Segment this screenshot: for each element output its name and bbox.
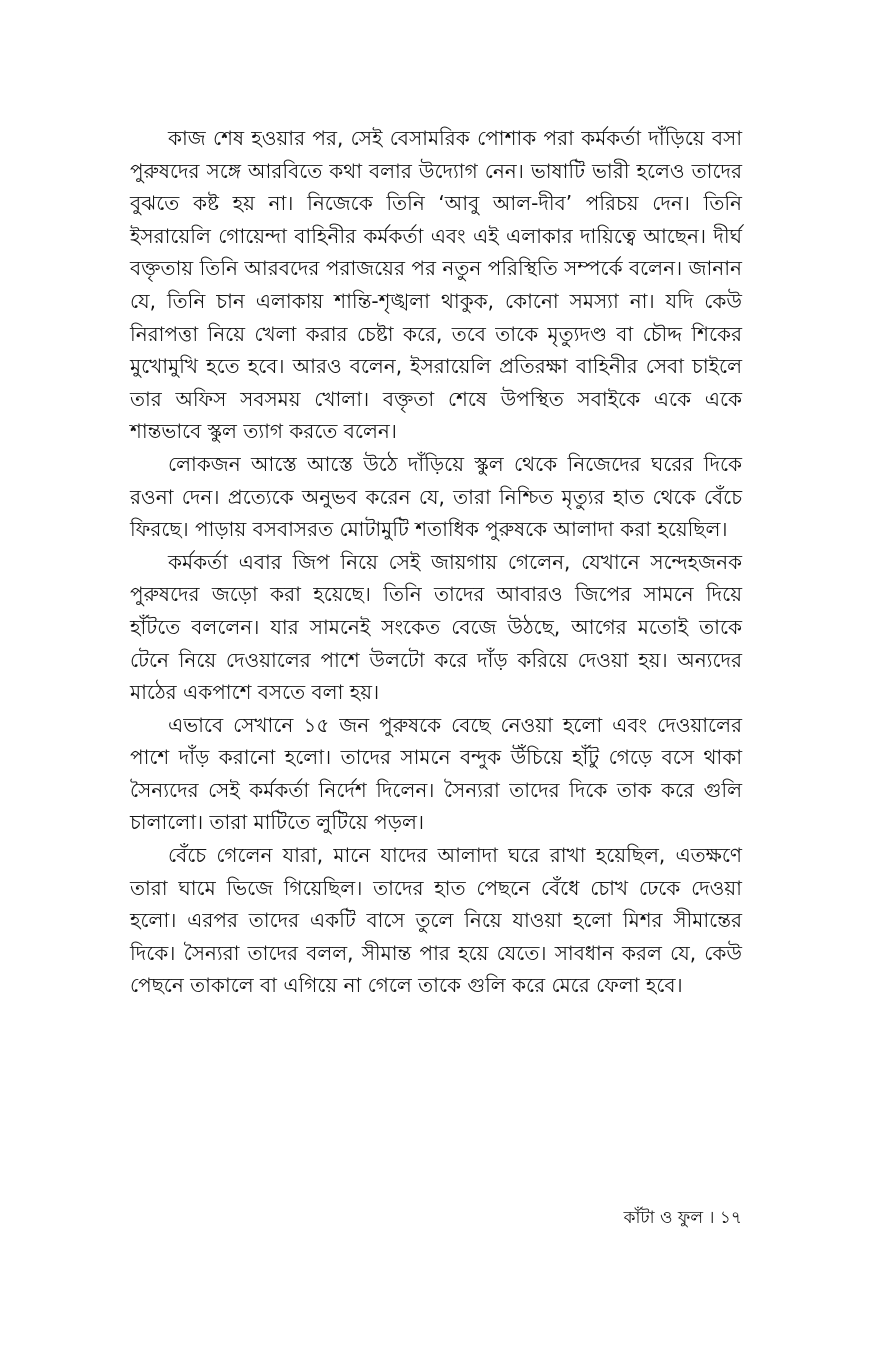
footer-separator: ।	[708, 1208, 715, 1228]
running-title: কাঁটা ও ফুল	[623, 1208, 703, 1228]
body-text	[130, 122, 742, 1002]
page-footer	[624, 1206, 742, 1230]
page-number: ১৭	[719, 1208, 742, 1228]
paragraph-5: বেঁচে গেলেন যারা, মানে যাদের আলাদা ঘরে রাখা হয়েছিল, এতক্ষণে তারা ঘামে ভিজে গিয়েছিল। তাদের হাত পেছনে বেঁধে চোখ ঢেকে দেওয়া হলো। এরপর তাদের একটি বাসে তুলে নিয়ে যাওয়া হলো মিশর সীমান্তের দিকে। সৈন্যরা তাদের বলল, সীমান্ত পার হয়ে যেতে। সাবধান করল যে, কেউ পেছনে তাকালে বা এগিয়ে না গেলে তাকে গুলি করে মেরে ফেলা হবে।	[130, 843, 742, 998]
paragraph-2: লোকজন আস্তে আস্তে উঠে দাঁড়িয়ে স্কুল থেকে নিজেদের ঘরের দিকে রওনা দেন। প্রত্যেকে অনুভব করেন যে, তারা নিশ্চিত মৃত্যুর হাত থেকে বেঁচে ফিরছে। পাড়ায় বসবাসরত মোটামুটি শতাধিক পুরুষকে আলাদা করা হয়েছিল।	[130, 451, 742, 542]
paragraph-3: কর্মকর্তা এবার জিপ নিয়ে সেই জায়গায় গেলেন, যেখানে সন্দেহজনক পুরুষদের জড়ো করা হয়েছে। তিনি তাদের আবারও জিপের সামনে দিয়ে হাঁটতে বললেন। যার সামনেই সংকেত বেজে উঠছে, আগের মতোই তাকে টেনে নিয়ে দেওয়ালের পাশে উলটো করে দাঁড় করিয়ে দেওয়া হয়। অন্যদের মাঠের একপাশে বসতে বলা হয়।	[130, 549, 742, 705]
paragraph-1: কাজ শেষ হওয়ার পর, সেই বেসামরিক পোশাক পরা কর্মকর্তা দাঁড়িয়ে বসা পুরুষদের সঙ্গে আরবিতে কথা বলার উদ্যোগ নেন। ভাষাটি ভারী হলেও তাদের বুঝতে কষ্ট হয় না। নিজেকে তিনি ‘আবু আল-দীব’ পরিচয় দেন। তিনি ইসরায়েলি গোয়েন্দা বাহিনীর কর্মকর্তা এবং এই এলাকার দায়িত্বে আছেন। দীর্ঘ বক্তৃতায় তিনি আরবদের পরাজয়ের পর নতুন পরিস্থিতি সম্পর্কে বলেন। জানান যে, তিনি চান এলাকায় শান্তি-শৃঙ্খলা থাকুক, কোনো সমস্যা না। যদি কেউ নিরাপত্তা নিয়ে খেলা করার চেষ্টা করে, তবে তাকে মৃত্যুদণ্ড বা চৌদ্দ শিকের মুখোমুখি হতে হবে। আরও বলেন, ইসরায়েলি প্রতিরক্ষা বাহিনীর সেবা চাইলে তার অফিস সবসময় খোলা। বক্তৃতা শেষে উপস্থিত সবাইকে একে একে শান্তভাবে স্কুল ত্যাগ করতে বলেন।	[130, 126, 742, 444]
paragraph-4: এভাবে সেখানে ১৫ জন পুরুষকে বেছে নেওয়া হলো এবং দেওয়ালের পাশে দাঁড় করানো হলো। তাদের সামনে বন্দুক উঁচিয়ে হাঁটু গেড়ে বসে থাকা সৈন্যদের সেই কর্মকর্তা নির্দেশ দিলেন। সৈন্যরা তাদের দিকে তাক করে গুলি চালালো। তারা মাটিতে লুটিয়ে পড়ল।	[130, 712, 742, 835]
